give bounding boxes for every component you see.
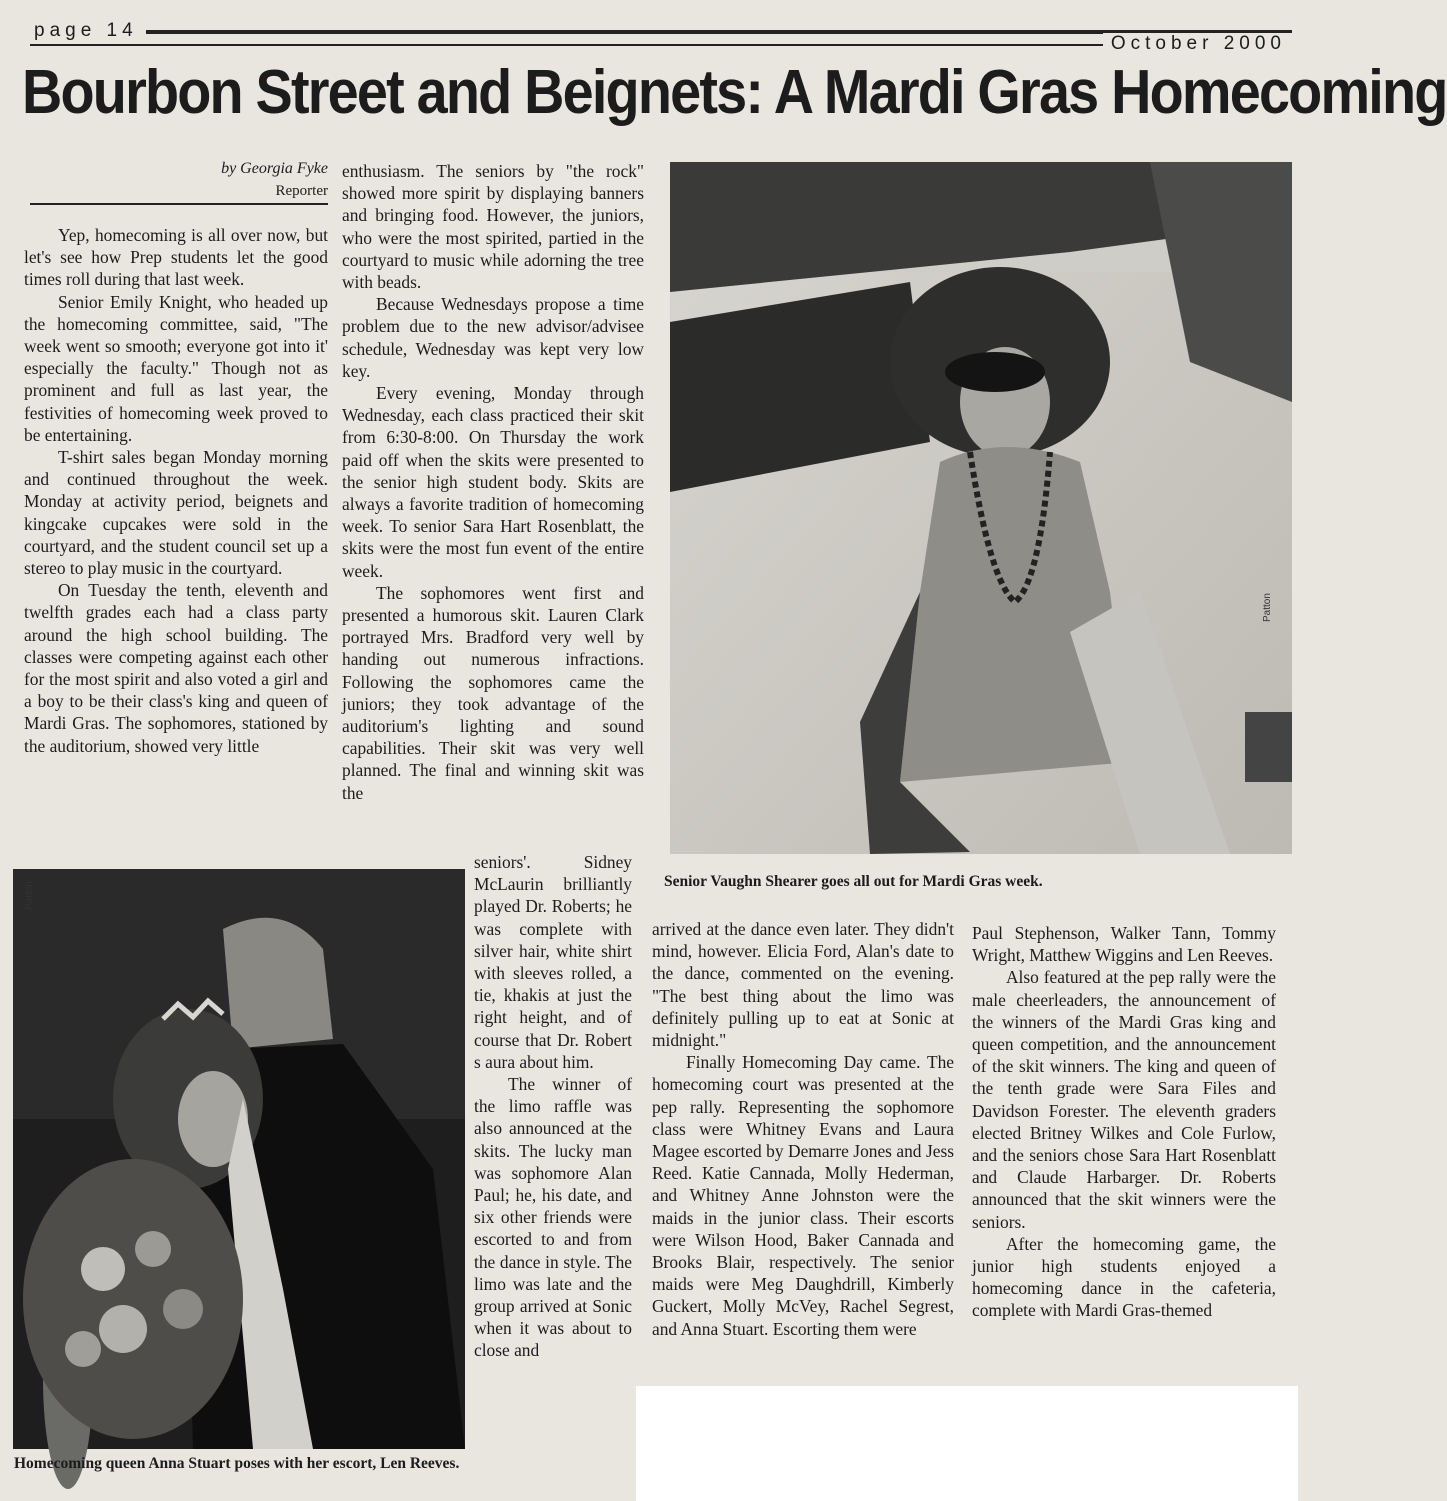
caption-left: Homecoming queen Anna Stuart poses with her escort, Len Reeves. — [14, 1455, 460, 1472]
article-column-4 — [972, 922, 1276, 1322]
paragraph: Every evening, Monday through Wednesday, each class practiced their skit from 6:30-8:00. On Thursday the work paid off when the skits were presented to the senior high student body. Skits are always a favorite tradition of homecoming week. To senior Sara Hart Rosenblatt, the skits were the most fun event of the entire week. — [342, 383, 644, 581]
paragraph: seniors'. Sidney McLaurin brilliantly played Dr. Roberts; he was complete with silver hair, white shirt with sleeves rolled, a tie, khakis at just the right height, and of course that Dr. Robert s aura about him. — [474, 852, 632, 1072]
paragraph: Finally Homecoming Day came. The homecoming court was presented at the pep rally. Representing the sophomore class were Whitney Evans and Laura Magee escorted by Demarre Jones and Jess Reed. Katie Cannada, Molly Hederman, and Whitney Anne Johnston were the maids in the junior class. Their escorts were Wilson Hood, Baker Cannada and Brooks Blair, respectively. The senior maids were Meg Daughdrill, Kimberly Guckert, Molly McVey, Rachel Segrest, and Anna Stuart. Escorting them were — [652, 1052, 954, 1339]
paragraph: Senior Emily Knight, who headed up the homecoming committee, said, "The week went so smooth; everyone got into it' especially the faculty." Though not as prominent and full as last year, the festivities of homecoming week proved to be entertaining. — [24, 291, 328, 445]
byline-rule — [30, 203, 328, 205]
byline-name: by Georgia Fyke — [221, 160, 328, 177]
byline-role: Reporter — [275, 183, 328, 199]
paragraph: Because Wednesdays propose a time problem due to the new advisor/advisee schedule, Wednesday was kept very low key. — [342, 294, 644, 381]
paragraph: Paul Stephenson, Walker Tann, Tommy Wright, Matthew Wiggins and Len Reeves. — [972, 923, 1276, 966]
photo-credit-right: Patton — [1262, 593, 1273, 622]
paragraph: T-shirt sales began Monday morning and continued throughout the week. Monday at activity period, beignets and kingcake cupcakes were sold in the courtyard, and the student council set up a stereo to play music in the courtyard. — [24, 447, 328, 579]
photo-vaughn-shearer-image — [670, 162, 1292, 854]
paragraph: Yep, homecoming is all over now, but let's see how Prep students let the good times roll during that last week. — [24, 225, 328, 290]
article-column-2 — [342, 160, 644, 804]
paragraph: enthusiasm. The seniors by "the rock" showed more spirit by displaying banners and bringing food. However, the juniors, who were the most spirited, partied in the courtyard to music while adorning the tree with beads. — [342, 161, 644, 293]
caption-right: Senior Vaughn Shearer goes all out for Mardi Gras week. — [664, 873, 1043, 890]
paragraph: On Tuesday the tenth, eleventh and twelfth grades each had a class party around the high school building. The classes were competing against each other for the most spirit and also voted a girl and a boy to be their class's king and queen of Mardi Gras. The sophomores, stationed by the auditorium, showed very little — [24, 580, 328, 756]
byline — [30, 158, 328, 202]
photo-credit-left: Patton — [24, 881, 35, 910]
blank-cutout — [636, 1386, 1298, 1501]
paragraph: Also featured at the pep rally were the male cheerleaders, the announcement of the winners of the Mardi Gras king and queen competition, and the announcement of the skit winners. The king and queen of the tenth grade were Sara Files and Davidson Forester. The eleventh graders elected Britney Wilkes and Cole Furlow, and the seniors chose Sara Hart Rosenblatt and Claude Harbarger. Dr. Roberts announced that the skit winners were the seniors. — [972, 967, 1276, 1232]
photo-vaughn-shearer — [670, 162, 1292, 854]
page-label: page 14 — [26, 20, 146, 42]
date-label: October 2000 — [1103, 33, 1294, 55]
paragraph: After the homecoming game, the junior high students enjoyed a homecoming dance in the cafeteria, complete with Mardi Gras-themed — [972, 1233, 1276, 1321]
paragraph: arrived at the dance even later. They didn't mind, however. Elicia Ford, Alan's date to the dance, commented on the evening. "The best thing about the limo was definitely pulling up to eat at Sonic at midnight." — [652, 919, 954, 1051]
photo-anna-stuart-len-reeves — [13, 869, 465, 1449]
paragraph: The sophomores went first and presented a humorous skit. Lauren Clark portrayed Mrs. Bradford very well by handing out numerous infractions. Following the sophomores came the juniors; they took advantage of the auditorium's lighting and sound capabilities. Their skit was very well planned. The final and winning skit was the — [342, 582, 644, 803]
photo-anna-stuart-image — [13, 869, 465, 1449]
paragraph: The winner of the limo raffle was also announced at the skits. The lucky man was sophomore Alan Paul; he, his date, and six other friends were escorted to and from the dance in style. The limo was late and the group arrived at Sonic when it was about to close and — [474, 1074, 632, 1361]
headline: Bourbon Street and Beignets: A Mardi Gras Homecoming — [22, 58, 1447, 127]
article-column-2b — [474, 851, 632, 1362]
article-column-3 — [652, 918, 954, 1340]
article-column-1 — [24, 224, 328, 757]
